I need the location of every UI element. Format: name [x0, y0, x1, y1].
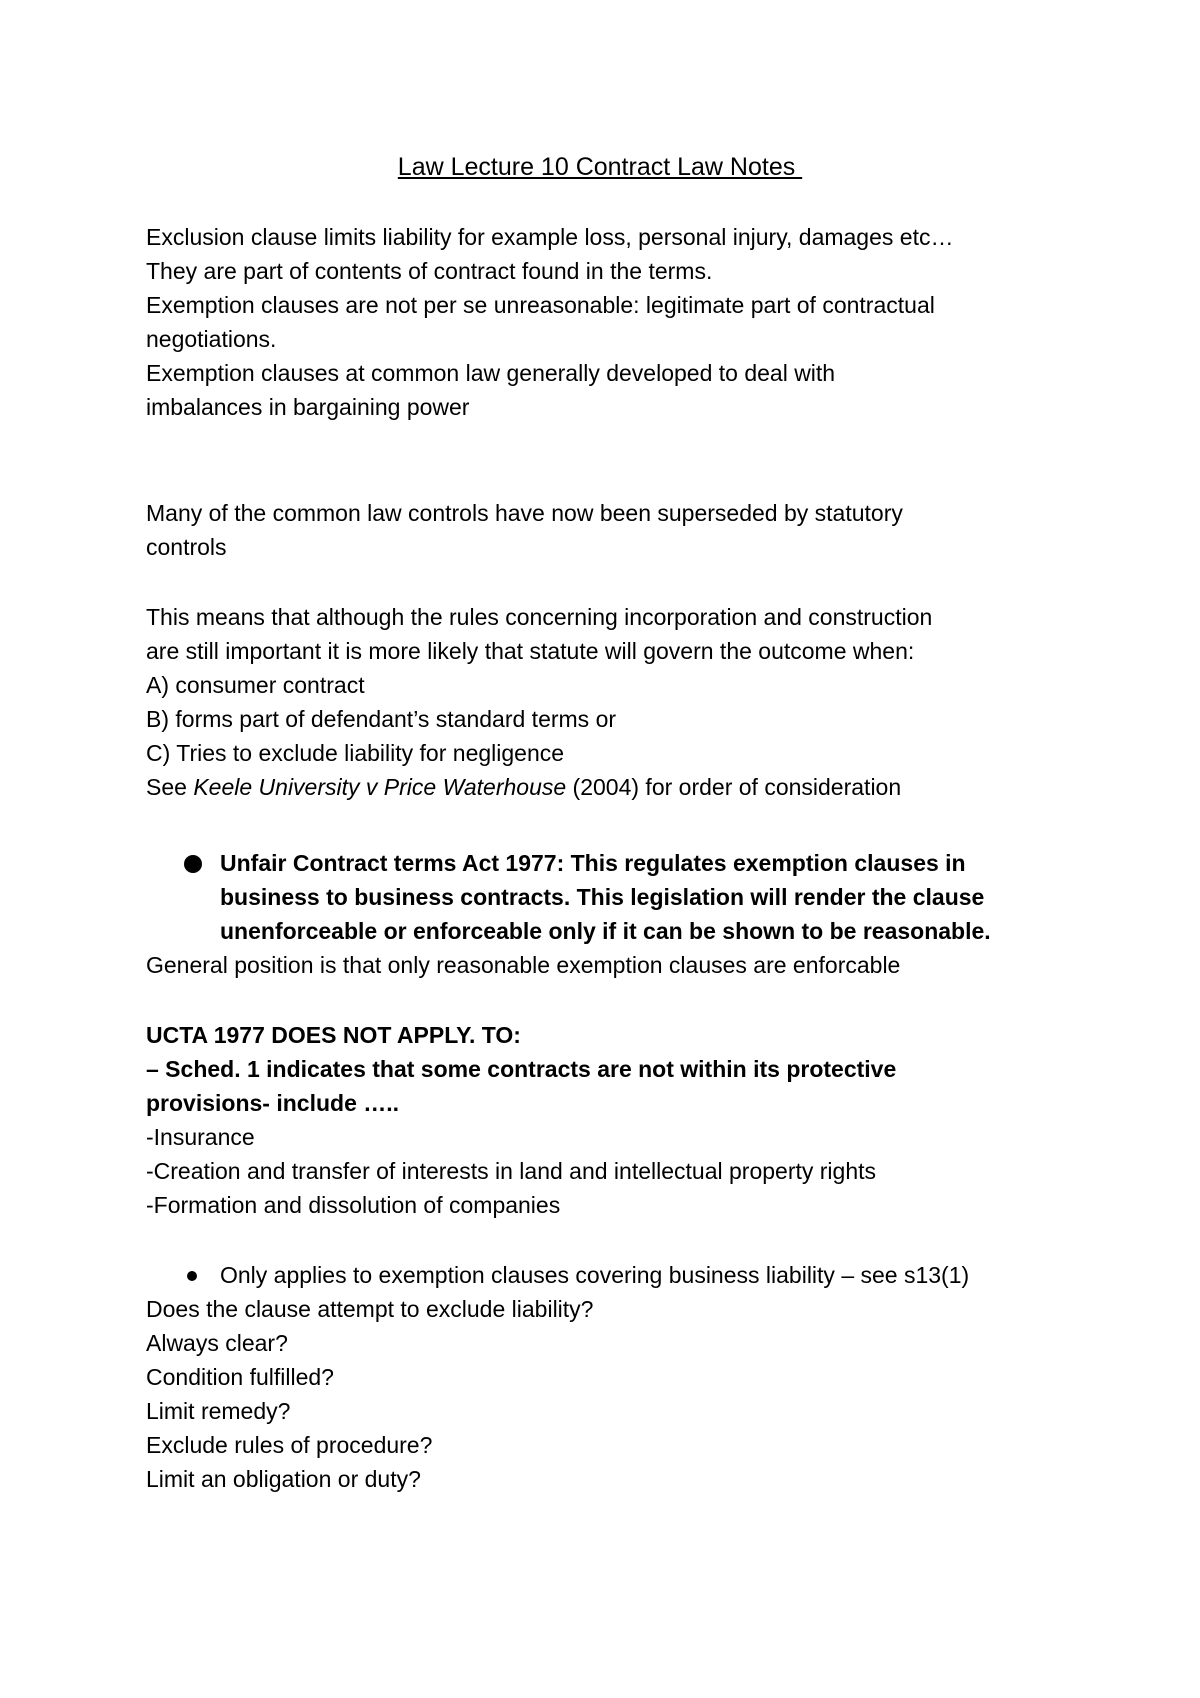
ucta-bullet-line-1: Unfair Contract terms Act 1977: This regulates exemption clauses in	[220, 850, 966, 876]
question-3: Condition fulfilled?	[146, 1364, 334, 1390]
page-title: Law Lecture 10 Contract Law Notes	[397, 153, 803, 181]
exception-item-companies: -Formation and dissolution of companies	[146, 1192, 561, 1218]
rules-line-1: This means that although the rules concerning incorporation and construction	[146, 604, 933, 630]
general-position: General position is that only reasonable exemption clauses are enforcable	[146, 952, 901, 978]
question-2: Always clear?	[146, 1330, 288, 1356]
intro-line-4: negotiations.	[146, 326, 277, 352]
rules-item-b: B) forms part of defendant’s standard terms or	[146, 706, 617, 732]
exception-item-insurance: -Insurance	[146, 1124, 255, 1150]
see-suffix: (2004) for order of consideration	[566, 774, 902, 800]
rules-line-2: are still important it is more likely that statute will govern the outcome when:	[146, 638, 915, 664]
question-5: Exclude rules of procedure?	[146, 1432, 433, 1458]
bullet-small-dot-icon	[187, 1271, 197, 1281]
question-4: Limit remedy?	[146, 1398, 291, 1424]
exception-item-land: -Creation and transfer of interests in land and intellectual property rights	[146, 1158, 877, 1184]
question-6: Limit an obligation or duty?	[146, 1466, 421, 1492]
rules-item-a: A) consumer contract	[146, 672, 365, 698]
ucta-not-apply-heading: UCTA 1977 DOES NOT APPLY. TO:	[146, 1022, 521, 1048]
intro-line-3: Exemption clauses are not per se unreasonable: legitimate part of contractual	[146, 292, 935, 318]
statutory-line-2: controls	[146, 534, 227, 560]
question-1: Does the clause attempt to exclude liability?	[146, 1296, 594, 1322]
ucta-bullet-line-2: business to business contracts. This legislation will render the clause	[220, 884, 985, 910]
intro-line-2: They are part of contents of contract found in the terms.	[146, 258, 713, 284]
intro-line-5: Exemption clauses at common law generally developed to deal with	[146, 360, 836, 386]
see-case-line	[146, 770, 901, 804]
case-name: Keele University v Price Waterhouse	[193, 774, 567, 800]
bullet-dot-icon	[184, 855, 202, 873]
ucta-bullet-line-3: unenforceable or enforceable only if it can be shown to be reasonable.	[220, 918, 991, 944]
rules-item-c: C) Tries to exclude liability for negligence	[146, 740, 565, 766]
business-bullet: Only applies to exemption clauses covering business liability – see s13(1)	[220, 1262, 970, 1288]
intro-line-1: Exclusion clause limits liability for example loss, personal injury, damages etc…	[146, 224, 954, 250]
statutory-line-1: Many of the common law controls have now been superseded by statutory	[146, 500, 903, 526]
intro-line-6: imbalances in bargaining power	[146, 394, 470, 420]
sched-line-2: provisions- include …..	[146, 1090, 400, 1116]
see-prefix: See	[146, 774, 194, 800]
sched-line-1: – Sched. 1 indicates that some contracts are not within its protective	[146, 1056, 897, 1082]
